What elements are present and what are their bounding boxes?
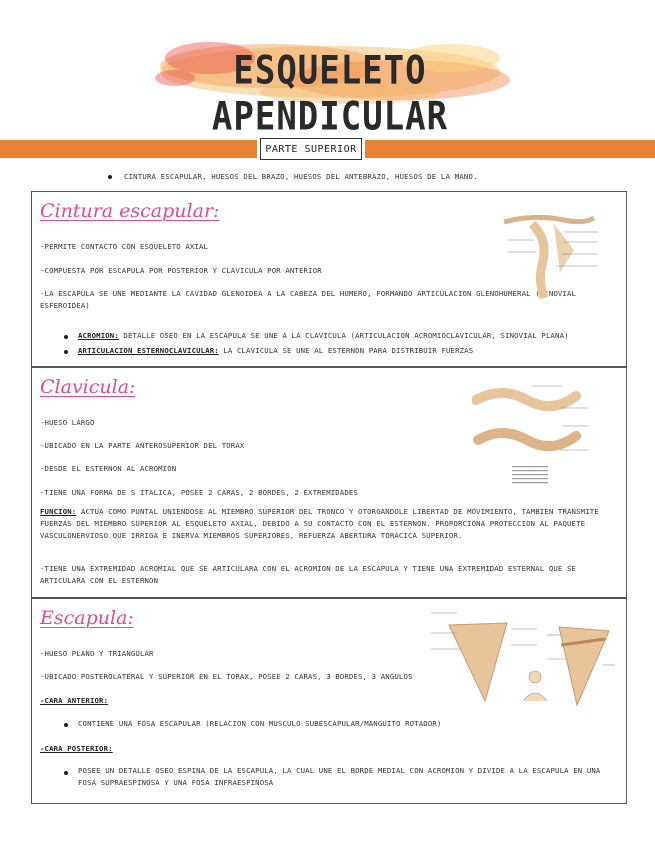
intro-bullet (108, 172, 628, 181)
acromion-term: ACROMION: (78, 331, 119, 340)
cara-anterior-text: CONTIENE UNA FOSA ESCAPULAR (RELACION CON MUSCULO SUBESCAPULAR/MANGUITO ROTADOR) (78, 719, 442, 728)
bullet-dot (108, 175, 112, 179)
section-label: PARTE SUPERIOR (260, 138, 362, 160)
cara-posterior-text: POSEE UN DETALLE OSEO ESPINA DE LA ESCAPULA, LA CUAL UNE EL BORDE MEDIAL CON ACROMION Y DIVIDE A LA ESCAPULA EN UNA FOSA SUPRAESPINOSA Y UNA FOSA INFRAESPINOSA (78, 766, 601, 787)
cintura-line-1: -PERMITE CONTACTO CON ESQUELETO AXIAL (40, 242, 209, 251)
cintura-line-3: -LA ESCAPULA SE UNE MEDIANTE LA CAVIDAD GLENOIDEA A LA CABEZA DEL HUMERO, FORMANDO ARTICULACION GLENOHUMERAL (SINOVIAL ESFEROIDEA) (40, 289, 577, 310)
funcion-text: ACTUA COMO PUNTAL UNIENDOSE AL MIEMBRO SUPERIOR DEL TRONCO Y OTORGANDOLE LIBERTAD DE MOVIMIENTO, TAMBIEN TRANSMITE FUERZAS DEL MIEMBRO SUPERIOR AL ESQUELETO AXIAL, DEBIDO A SU CONTACTO CON EL ESTERNON. PROPORCIONA PROTECCION AL PAQUETE VASCULONERVIOSO QUE IRRIGA E INERVA MIEMBROS SUPERIORES, REFUERZA ABERTURA TORACICA SUPERIOR. (40, 507, 599, 540)
clavicula-line-4: -TIENE UNA FORMA DE S ITALICA, POSEE 2 CARAS, 2 BORDES, 2 EXTREMIDADES (40, 488, 359, 497)
bullet-dot (64, 771, 68, 775)
bullet-dot (64, 723, 68, 727)
escapula-line-1: -HUESO PLANO Y TRIANGULAR (40, 649, 154, 658)
acromion-text: DETALLE OSEO EN LA ESCAPULA SE UNE A LA CLAVICULA (ARTICULACION ACROMIOCLAVICULAR, SINOVIAL PLANA) (118, 331, 569, 340)
clavicula-line-3: -DESDE EL ESTERNON AL ACROMION (40, 464, 177, 473)
cara-posterior-label: -CARA POSTERIOR: (40, 744, 113, 753)
band-right (365, 140, 655, 158)
band-left (0, 140, 257, 158)
escapula-line-2: -UBICADO POSTEROLATERAL Y SUPERIOR EN EL TORAX, POSEE 2 CARAS, 3 BORDES, 3 ANGULOS (40, 672, 413, 681)
bullet-dot (64, 350, 68, 354)
shoulder-girdle-figure (494, 210, 604, 302)
section-band (0, 138, 655, 160)
esternoclavicular-text: LA CLAVICULA SE UNE AL ESTERNON PARA DISTRIBUIR FUERZAS (218, 346, 474, 355)
esternoclavicular-term: ARTICULACION ESTERNOCLAVICULAR: (78, 346, 219, 355)
escapula-heading: Escapula: (40, 607, 134, 629)
clavicle-figure (472, 378, 592, 488)
clavicula-line-5: -TIENE UNA EXTREMIDAD ACROMIAL QUE SE ARTICULARA CON EL ACROMION DE LA ESCAPULA Y TIENE UNA EXTREMIDAD ESTERNAL QUE SE ARTICULARA CON EL ESTERNON (40, 564, 577, 585)
page-title: ESQUELETO APENDICULAR (211, 48, 449, 140)
clavicula-line-2: -UBICADO EN LA PARTE ANTEROSUPERIOR DEL TORAX (40, 441, 245, 450)
intro-text: CINTURA ESCAPULAR, HUESOS DEL BRAZO, HUESOS DEL ANTEBRAZO, HUESOS DE LA MANO. (124, 172, 478, 181)
clavicula-funcion (40, 506, 615, 542)
cintura-bullet-1 (78, 331, 569, 340)
cintura-heading: Cintura escapular: (40, 200, 220, 222)
bullet-dot (64, 335, 68, 339)
cintura-line-2: -COMPUESTA POR ESCAPULA POR POSTERIOR Y CLAVICULA POR ANTERIOR (40, 266, 322, 275)
funcion-term: FUNCION: (40, 507, 77, 516)
clavicula-heading: Clavicula: (40, 376, 136, 398)
clavicula-line-1: -HUESO LARGO (40, 418, 95, 427)
title-banner (150, 28, 510, 140)
clavicula-section (31, 367, 627, 598)
cintura-section (31, 191, 627, 367)
cintura-bullet-2 (78, 346, 473, 355)
scapula-figure (427, 605, 617, 717)
escapula-section (31, 598, 627, 804)
cara-anterior-label: -CARA ANTERIOR: (40, 696, 109, 705)
